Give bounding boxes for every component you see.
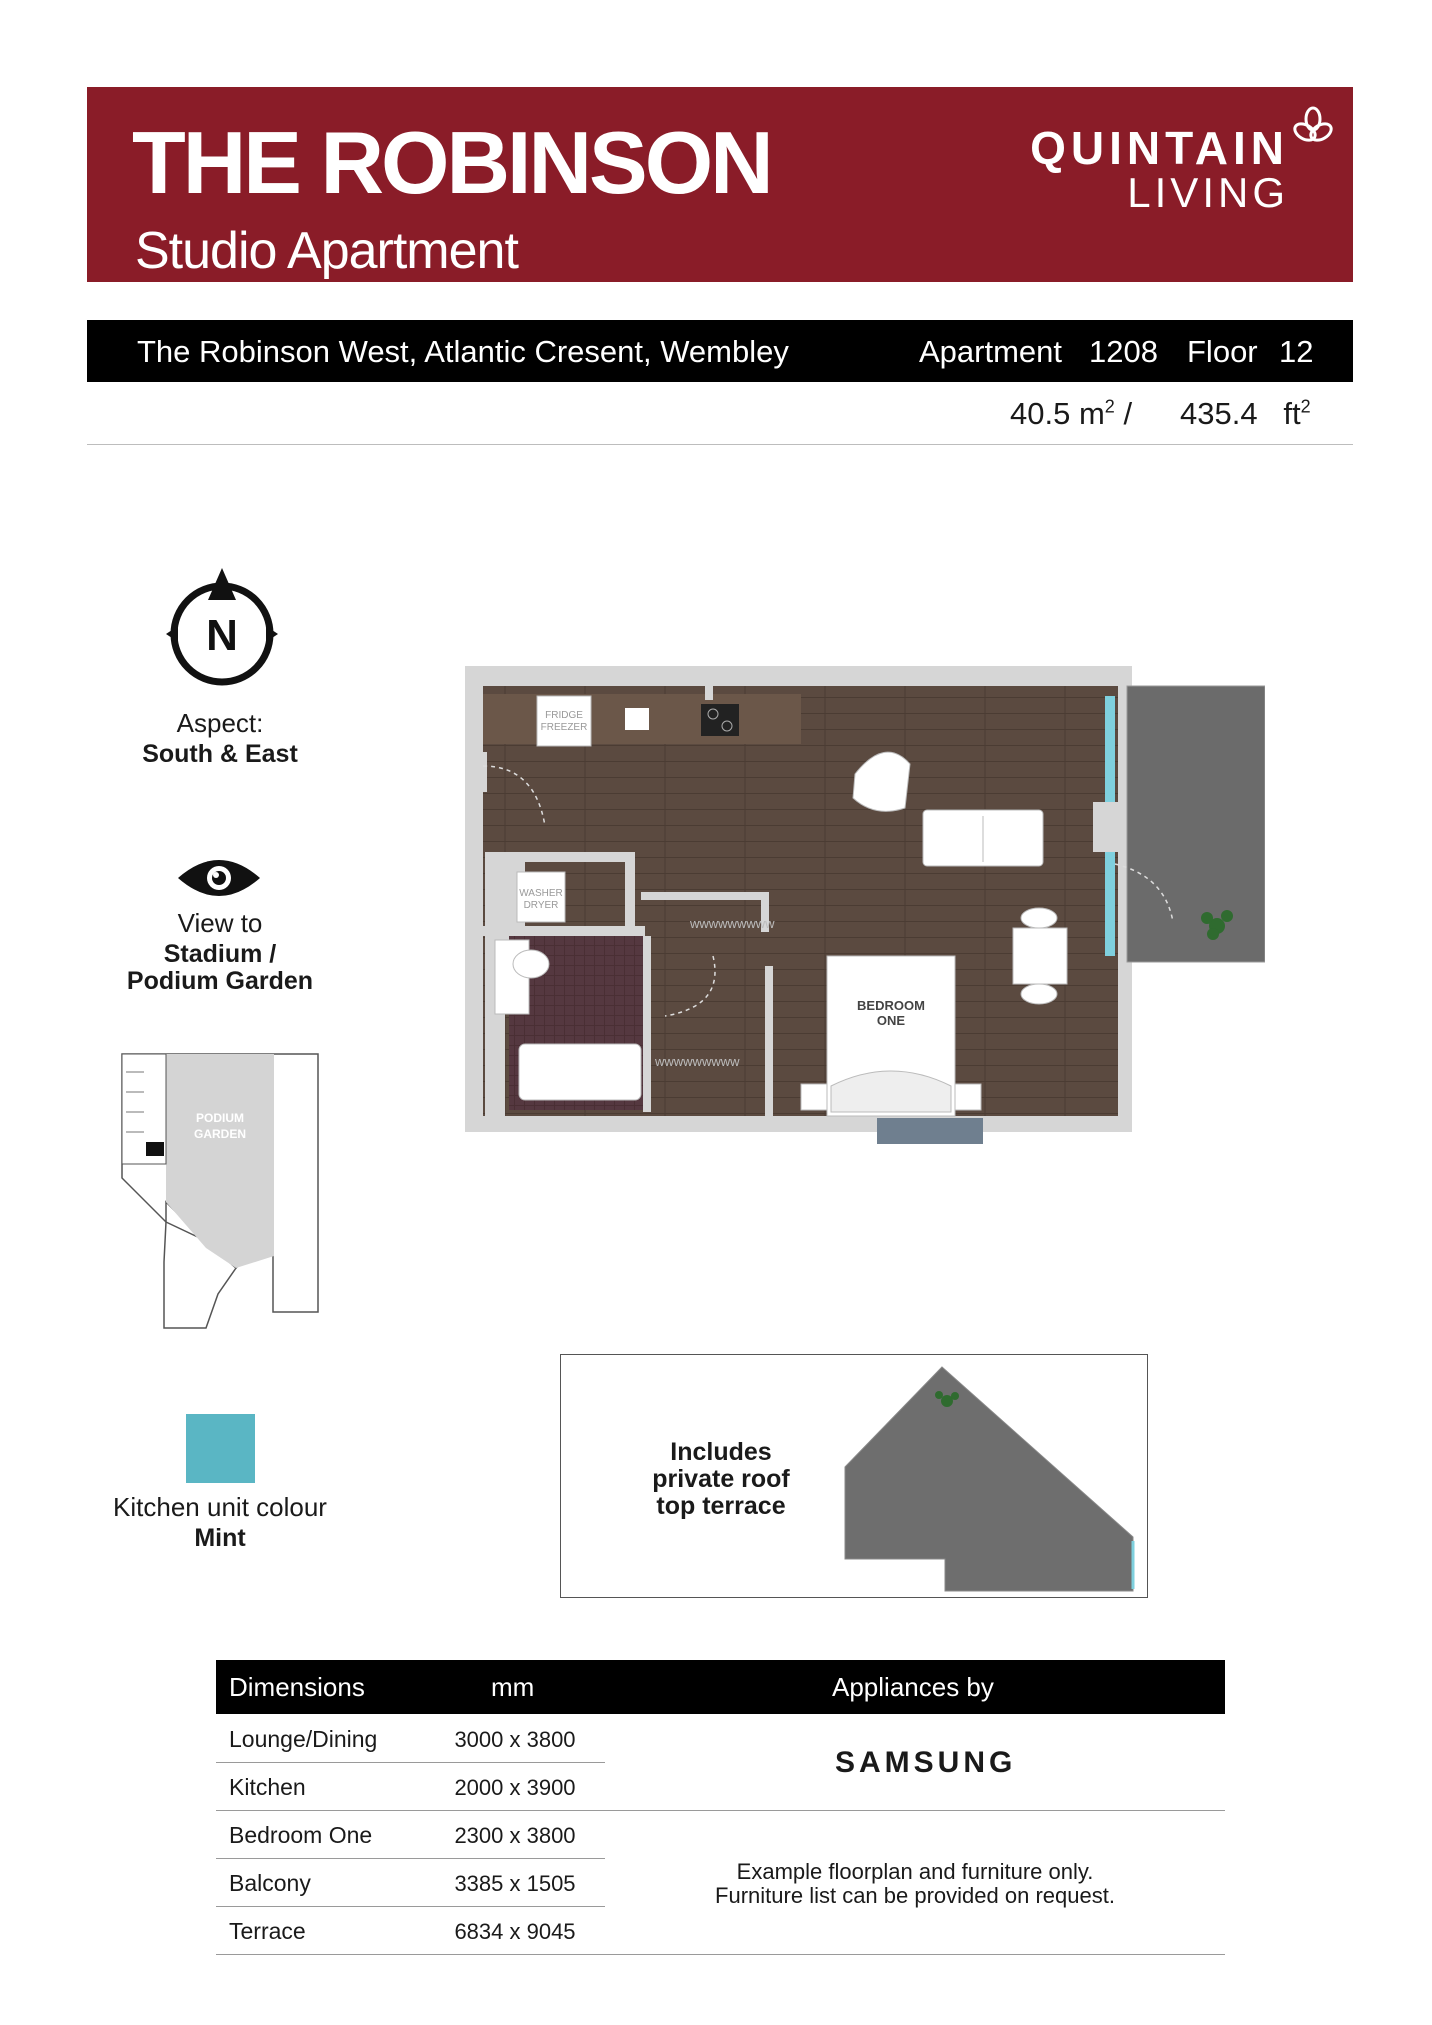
terrace-line3: top terrace (656, 1492, 786, 1520)
bedroom-label-line1: BEDROOM (857, 998, 925, 1013)
view-value (90, 941, 350, 995)
divider (605, 1954, 1225, 1955)
row-divider (216, 1762, 605, 1763)
header-appliances: Appliances by (832, 1672, 994, 1702)
floor-plan (465, 666, 1265, 1148)
divider (87, 444, 1353, 445)
terrace-plan (839, 1363, 1145, 1595)
area-sqm: 40.5 $m^2$ / (1010, 396, 1133, 431)
compass-letter: N (206, 611, 238, 660)
bedroom-label-line2: ONE (876, 1013, 906, 1028)
header-banner (87, 87, 1353, 282)
area-sqm-unit: m (1078, 396, 1105, 431)
apartment-number: 1208 (1089, 334, 1158, 369)
dimensions-table-header (216, 1660, 1225, 1714)
washer-label-line2: DRYER (523, 900, 559, 911)
eye-icon (176, 856, 262, 900)
terrace-line1: Includes (670, 1438, 772, 1466)
compass-icon (166, 566, 282, 688)
row-divider (216, 1810, 605, 1811)
header-dimensions: Dimensions (229, 1672, 365, 1702)
aspect-value: South & East (142, 740, 298, 768)
view-label: View to (177, 908, 263, 938)
site-plan (118, 1052, 320, 1330)
area-sqft-unit: ft (1283, 396, 1301, 431)
floor-label: Floor (1187, 334, 1258, 369)
area-sqft: 435.4 $ft^2$ (1180, 396, 1311, 431)
header-mm: mm (491, 1672, 535, 1702)
terrace-panel (560, 1354, 1148, 1598)
table-row-value: 2000 x 3900 (454, 1775, 576, 1800)
site-label-line1: PODIUM (196, 1111, 244, 1125)
brand-name: QUINTAIN (1030, 122, 1289, 174)
fridge-label-line1: FRIDGE (545, 710, 583, 721)
table-row-name: Bedroom One (229, 1822, 373, 1848)
svg-text:wwwwwwwww: wwwwwwwww (655, 1054, 740, 1069)
table-row-value: 2300 x 3800 (454, 1823, 576, 1848)
table-row-name: Lounge/Dining (229, 1726, 378, 1752)
washer-label-line1: WASHER (519, 888, 563, 899)
view-value-line1: Stadium / (163, 940, 277, 968)
table-row-name: Balcony (229, 1870, 311, 1896)
table-row-value: 3000 x 3800 (454, 1727, 576, 1752)
table-row-value: 6834 x 9045 (454, 1919, 576, 1944)
address: The Robinson West, Atlantic Cresent, Wembley (137, 334, 789, 369)
floor-number: 12 (1279, 334, 1314, 369)
site-label-line2: GARDEN (193, 1127, 247, 1141)
kitchen-colour-value: Mint (194, 1524, 246, 1552)
info-bar (87, 320, 1353, 382)
note-line2: Furniture list can be provided on request. (715, 1883, 1115, 1908)
row-divider (216, 1906, 605, 1907)
apartment-label: Apartment (919, 334, 1063, 369)
fridge-label-line2: FREEZER (540, 722, 588, 733)
trefoil-logo-icon (1291, 105, 1335, 149)
disclaimer-note (640, 1860, 1190, 1908)
row-divider (216, 1954, 605, 1955)
kitchen-colour-label: Kitchen unit colour (113, 1492, 327, 1522)
area-sqm-value: 40.5 (1010, 396, 1071, 431)
row-divider (216, 1858, 605, 1859)
note-line1: Example floorplan and furniture only. (736, 1859, 1094, 1884)
divider (605, 1810, 1225, 1811)
terrace-line2: private roof (652, 1465, 790, 1493)
table-row-name: Kitchen (229, 1774, 306, 1800)
terrace-text (621, 1439, 821, 1520)
table-row-value: 3385 x 1505 (454, 1871, 576, 1896)
kitchen-colour-swatch (186, 1414, 255, 1483)
area-separator: / (1123, 396, 1133, 431)
page-title: THE ROBINSON (132, 113, 771, 212)
appliance-brand-logo: SAMSUNG (835, 1746, 1017, 1779)
svg-text:wwwwwwwww: wwwwwwwww (690, 916, 775, 931)
brand-subname: LIVING (1127, 169, 1289, 216)
area-sqft-value: 435.4 (1180, 396, 1258, 431)
aspect-label: Aspect: (176, 708, 264, 738)
view-value-line2: Podium Garden (126, 967, 314, 995)
table-row-name: Terrace (229, 1918, 306, 1944)
page-subtitle: Studio Apartment (135, 222, 518, 280)
